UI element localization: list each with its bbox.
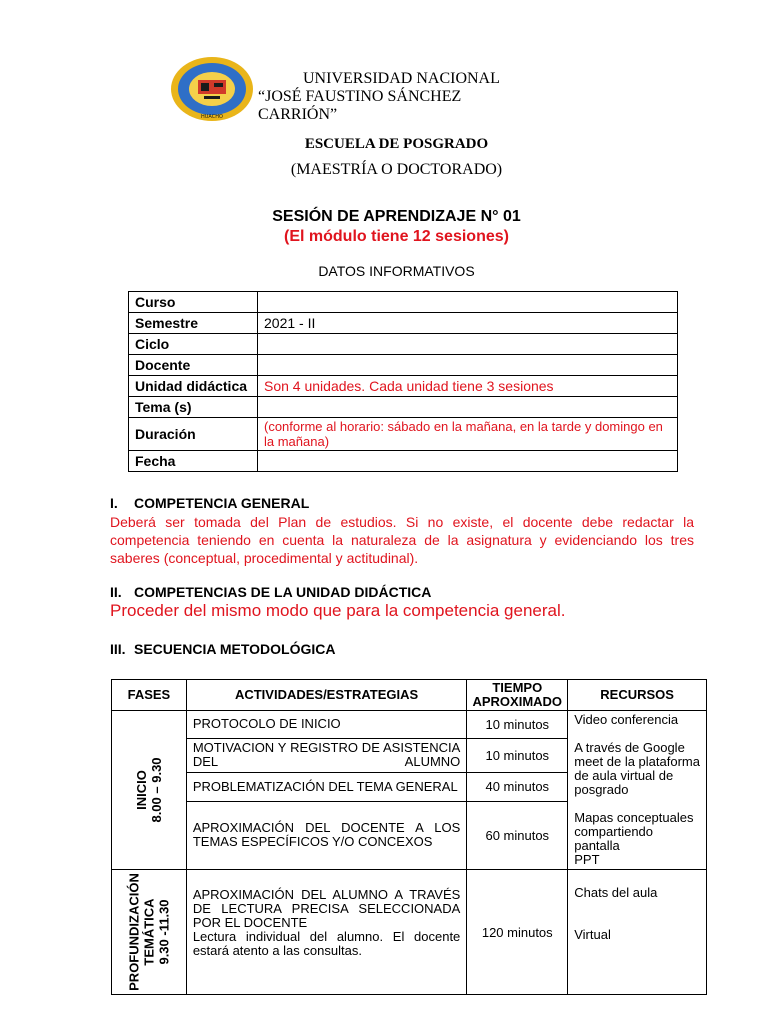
info-row-duracion	[129, 418, 678, 451]
activity-sub: Lectura individual del alumno. El docente estará atento a las consultas.	[192, 929, 461, 958]
resource-item: Video conferencia	[574, 712, 679, 727]
activity-text: MOTIVACION Y REGISTRO DE ASISTENCIA DEL ALUMNO	[192, 740, 461, 770]
info-row-docente	[129, 355, 678, 376]
section-number: III.	[110, 641, 126, 657]
resources-cell-inicio	[568, 711, 707, 870]
section-2-heading	[110, 584, 431, 600]
time-cell: 60 minutos	[467, 801, 568, 869]
section-2-text: Proceder del mismo modo que para la competencia general.	[110, 601, 566, 620]
activity-cell	[186, 870, 466, 995]
time-cell: 10 minutos	[467, 738, 568, 772]
info-table	[128, 291, 678, 472]
time-cell: 10 minutos	[467, 711, 568, 739]
info-label: Fecha	[129, 451, 258, 472]
info-label: Curso	[129, 292, 258, 313]
school-name: ESCUELA DE POSGRADO	[304, 136, 489, 152]
info-label: Tema (s)	[129, 397, 258, 418]
info-row-curso	[129, 292, 678, 313]
section-1-heading	[110, 495, 309, 511]
info-label: Docente	[129, 355, 258, 376]
activity-main: APROXIMACIÓN DEL ALUMNO A TRAVÉS DE LECTURA PRECISA SELECCIONADA POR EL DOCENTE	[192, 887, 461, 930]
section-3-heading	[110, 641, 335, 657]
phase-profundizacion-cell	[112, 870, 187, 995]
resource-item: Chats del aula	[574, 885, 658, 900]
section-title: COMPETENCIA GENERAL	[134, 495, 310, 511]
session-note: (El módulo tiene 12 sesiones)	[284, 228, 509, 245]
info-value	[258, 355, 678, 376]
university-seal-logo	[170, 56, 254, 122]
table-row	[112, 870, 707, 995]
activity-cell: PROTOCOLO DE INICIO	[186, 711, 466, 739]
header-actividades: ACTIVIDADES/ESTRATEGIAS	[186, 680, 466, 711]
resource-item: PPT	[574, 852, 600, 867]
activity-cell: APROXIMACIÓN DEL DOCENTE A LOS TEMAS ESPECÍFICOS Y/O CONCEXOS	[186, 801, 466, 869]
university-name-line1: UNIVERSIDAD NACIONAL	[303, 70, 500, 87]
info-row-tema	[129, 397, 678, 418]
resources-cell-profundizacion	[568, 870, 707, 995]
time-cell: 120 minutos	[467, 870, 568, 995]
university-name-line3: CARRIÓN”	[258, 106, 338, 123]
section-1-text: Deberá ser tomada del Plan de estudios. Si no existe, el docente debe redactar la competencia teniendo en cuenta la naturaleza de la asignatura y evidenciando los tres saberes (conceptual, procedimental y actitudinal).	[110, 514, 694, 566]
info-label: Unidad didáctica	[129, 376, 258, 397]
info-row-unidad	[129, 376, 678, 397]
university-name-line2: “JOSÉ FAUSTINO SÁNCHEZ	[258, 88, 462, 105]
datos-title: DATOS INFORMATIVOS	[318, 263, 475, 279]
program-type: (MAESTRÍA O DOCTORADO)	[290, 161, 503, 178]
resource-item: A través de Google meet de la plataforma de aula virtual de posgrado	[574, 740, 700, 797]
time-cell: 40 minutos	[467, 772, 568, 801]
activity-cell	[186, 738, 466, 772]
session-title: SESIÓN DE APRENDIZAJE N° 01	[272, 208, 521, 225]
section-number: II.	[110, 584, 122, 600]
phase-inicio-cell	[112, 711, 187, 870]
info-value	[258, 397, 678, 418]
section-title: COMPETENCIAS DE LA UNIDAD DIDÁCTICA	[134, 584, 432, 600]
sequence-table	[111, 679, 707, 995]
phase-inicio-label: INICIO 8.00 – 9.30	[133, 757, 164, 823]
university-name	[258, 70, 500, 124]
info-value	[258, 292, 678, 313]
info-label: Duración	[129, 418, 258, 451]
section-number: I.	[110, 495, 118, 511]
sequence-header-row	[112, 680, 707, 711]
section-title: SECUENCIA METODOLÓGICA	[134, 641, 336, 657]
svg-text:HUACHO: HUACHO	[201, 114, 223, 120]
info-value: Son 4 unidades. Cada unidad tiene 3 sesiones	[258, 376, 678, 397]
info-value	[258, 334, 678, 355]
info-row-semestre	[129, 313, 678, 334]
resource-item: Mapas conceptuales compartiendo pantalla	[574, 810, 694, 853]
header-tiempo: TIEMPO APROXIMADO	[467, 680, 568, 711]
table-row	[112, 711, 707, 739]
info-value: 2021 - II	[258, 313, 678, 334]
info-value: (conforme al horario: sábado en la mañana, en la tarde y domingo en la mañana)	[258, 418, 678, 451]
resource-item: Virtual	[574, 927, 611, 942]
header-recursos: RECURSOS	[568, 680, 707, 711]
phase-profundizacion-label: PROFUNDIZACIÓN TEMÁTICA 9.30 -11.30	[126, 873, 172, 991]
header-fases: FASES	[112, 680, 187, 711]
activity-cell: PROBLEMATIZACIÓN DEL TEMA GENERAL	[186, 772, 466, 801]
info-label: Semestre	[129, 313, 258, 334]
info-row-fecha	[129, 451, 678, 472]
info-value	[258, 451, 678, 472]
info-label: Ciclo	[129, 334, 258, 355]
info-row-ciclo	[129, 334, 678, 355]
